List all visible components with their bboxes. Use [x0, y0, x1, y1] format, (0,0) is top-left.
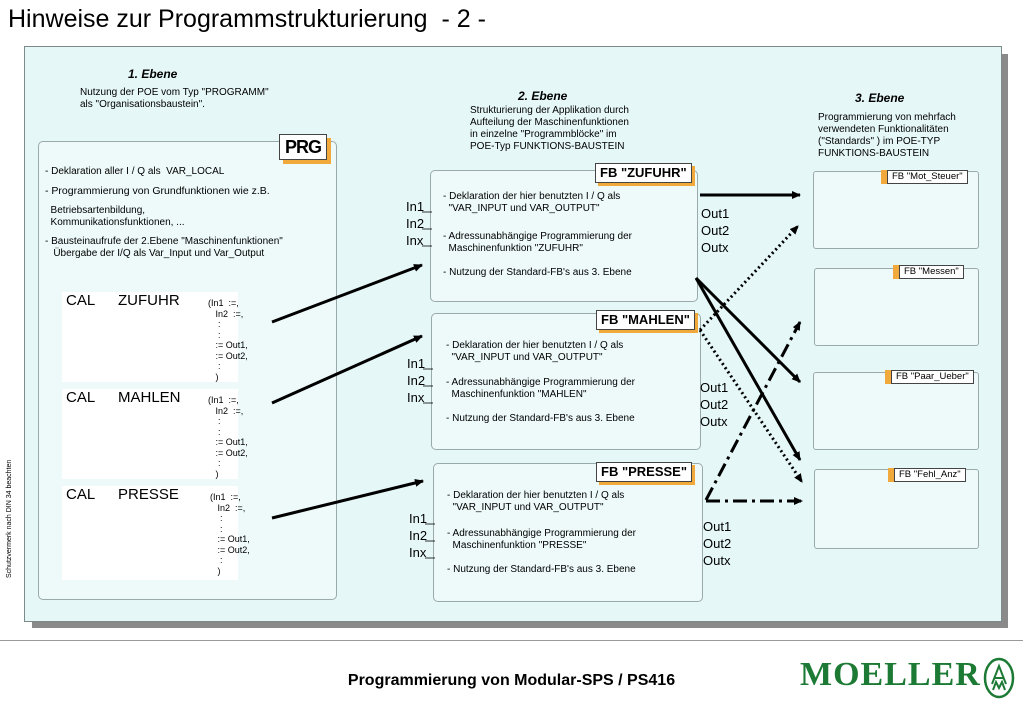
- level3-header: 3. Ebene: [855, 91, 905, 105]
- fb-decl: - Deklaration der hier benutzten I / Q als "VAR_INPUT und VAR_OUTPUT": [446, 340, 624, 363]
- arrow-zufuhr-fehl-anz: [696, 278, 800, 460]
- fb-inputs: In1 In2 Inx: [407, 356, 426, 405]
- fb-use: - Nutzung der Standard-FB's aus 3. Ebene: [443, 267, 632, 278]
- fb-messen-tag: FB "Messen": [899, 265, 964, 279]
- call-keyword: CAL: [66, 486, 96, 503]
- fb-fehl-anz-tag: FB "Fehl_Anz": [894, 468, 966, 482]
- fb-decl: - Deklaration der hier benutzten I / Q als "VAR_INPUT und VAR_OUTPUT": [447, 490, 625, 513]
- fb-prog: - Adressunabhängige Programmierung der Maschinenfunktion "ZUFUHR": [443, 231, 632, 254]
- moeller-emblem-icon: [982, 656, 1016, 700]
- level1-desc: Nutzung der POE vom Typ "PROGRAMM" als "Organisationsbaustein".: [80, 87, 269, 110]
- fb-mahlen-tag: FB "MAHLEN": [596, 310, 695, 330]
- call-keyword: CAL: [66, 389, 96, 406]
- fb-presse-tag: FB "PRESSE": [596, 462, 692, 482]
- level1-header: 1. Ebene: [128, 67, 178, 81]
- prg-item-1: - Deklaration aller I / Q als VAR_LOCAL: [45, 166, 225, 177]
- prg-item-2: - Programmierung von Grundfunktionen wie z.B.: [45, 185, 270, 197]
- arrow-mahlen-mot-steuer: [700, 226, 798, 330]
- fb-prog: - Adressunabhängige Programmierung der Maschinenfunktion "PRESSE": [447, 528, 636, 551]
- arrow-presse-call: [272, 481, 423, 518]
- fb-inputs: In1 In2 Inx: [409, 511, 428, 560]
- level3-desc: Programmierung von mehrfach verwendeten Funktionalitäten ("Standards" ) im POE-TYP FUNKTIONS-BAUSTEIN: [818, 112, 956, 159]
- fb-use: - Nutzung der Standard-FB's aus 3. Ebene: [446, 413, 635, 424]
- footer-title: Programmierung von Modular-SPS / PS416: [347, 672, 676, 689]
- fb-prog: - Adressunabhängige Programmierung der Maschinenfunktion "MAHLEN": [446, 377, 635, 400]
- moeller-logo: MOELLER: [800, 656, 981, 693]
- call-keyword: CAL: [66, 292, 96, 309]
- prg-item-3: Betriebsartenbildung, Kommunikationsfunktionen, ...: [50, 205, 185, 228]
- call-params: (In1 :=, In2 :=, : : := Out1, := Out2, : ): [208, 298, 248, 382]
- prg-item-4: - Bausteinaufrufe der 2.Ebene "Maschinenfunktionen" Übergabe der I/Q als Var_Input und Var_Output: [45, 236, 283, 259]
- call-params: (In1 :=, In2 :=, : : := Out1, := Out2, : ): [208, 395, 248, 479]
- arrow-zufuhr-call: [272, 265, 422, 322]
- side-note: Schutzvermerk nach DIN 34 beachten: [6, 459, 13, 578]
- prg-tag: PRG: [279, 134, 327, 160]
- fb-use: - Nutzung der Standard-FB's aus 3. Ebene: [447, 564, 636, 575]
- level2-desc: Strukturierung der Applikation durch Aufteilung der Maschinenfunktionen in einzelne "Programmblöcke" im POE-Typ FUNKTIONS-BAUSTEIN: [470, 105, 629, 152]
- fb-decl: - Deklaration der hier benutzten I / Q als "VAR_INPUT und VAR_OUTPUT": [443, 191, 621, 214]
- footer-divider: [0, 640, 1023, 641]
- fb-zufuhr-tag: FB "ZUFUHR": [595, 163, 692, 183]
- call-params: (In1 :=, In2 :=, : : := Out1, := Out2, : ): [210, 492, 250, 576]
- level2-header: 2. Ebene: [518, 89, 568, 103]
- fb-mot-steuer-tag: FB "Mot_Steuer": [887, 170, 968, 184]
- arrow-presse-messen: [706, 322, 800, 500]
- fb-inputs: In1 In2 Inx: [406, 199, 425, 248]
- fb-outputs: Out1 Out2 Outx: [703, 519, 732, 568]
- page-title: Hinweise zur Programmstrukturierung - 2 -: [8, 5, 486, 33]
- fb-paar-ueber-tag: FB "Paar_Ueber": [891, 370, 974, 384]
- fb-outputs: Out1 Out2 Outx: [701, 206, 730, 255]
- fb-outputs: Out1 Out2 Outx: [700, 380, 729, 429]
- call-name: PRESSE: [118, 486, 179, 503]
- arrow-mahlen-fehl-anz: [700, 330, 802, 482]
- call-name: ZUFUHR: [118, 292, 180, 309]
- call-name: MAHLEN: [118, 389, 181, 406]
- arrow-mahlen-call: [272, 336, 422, 403]
